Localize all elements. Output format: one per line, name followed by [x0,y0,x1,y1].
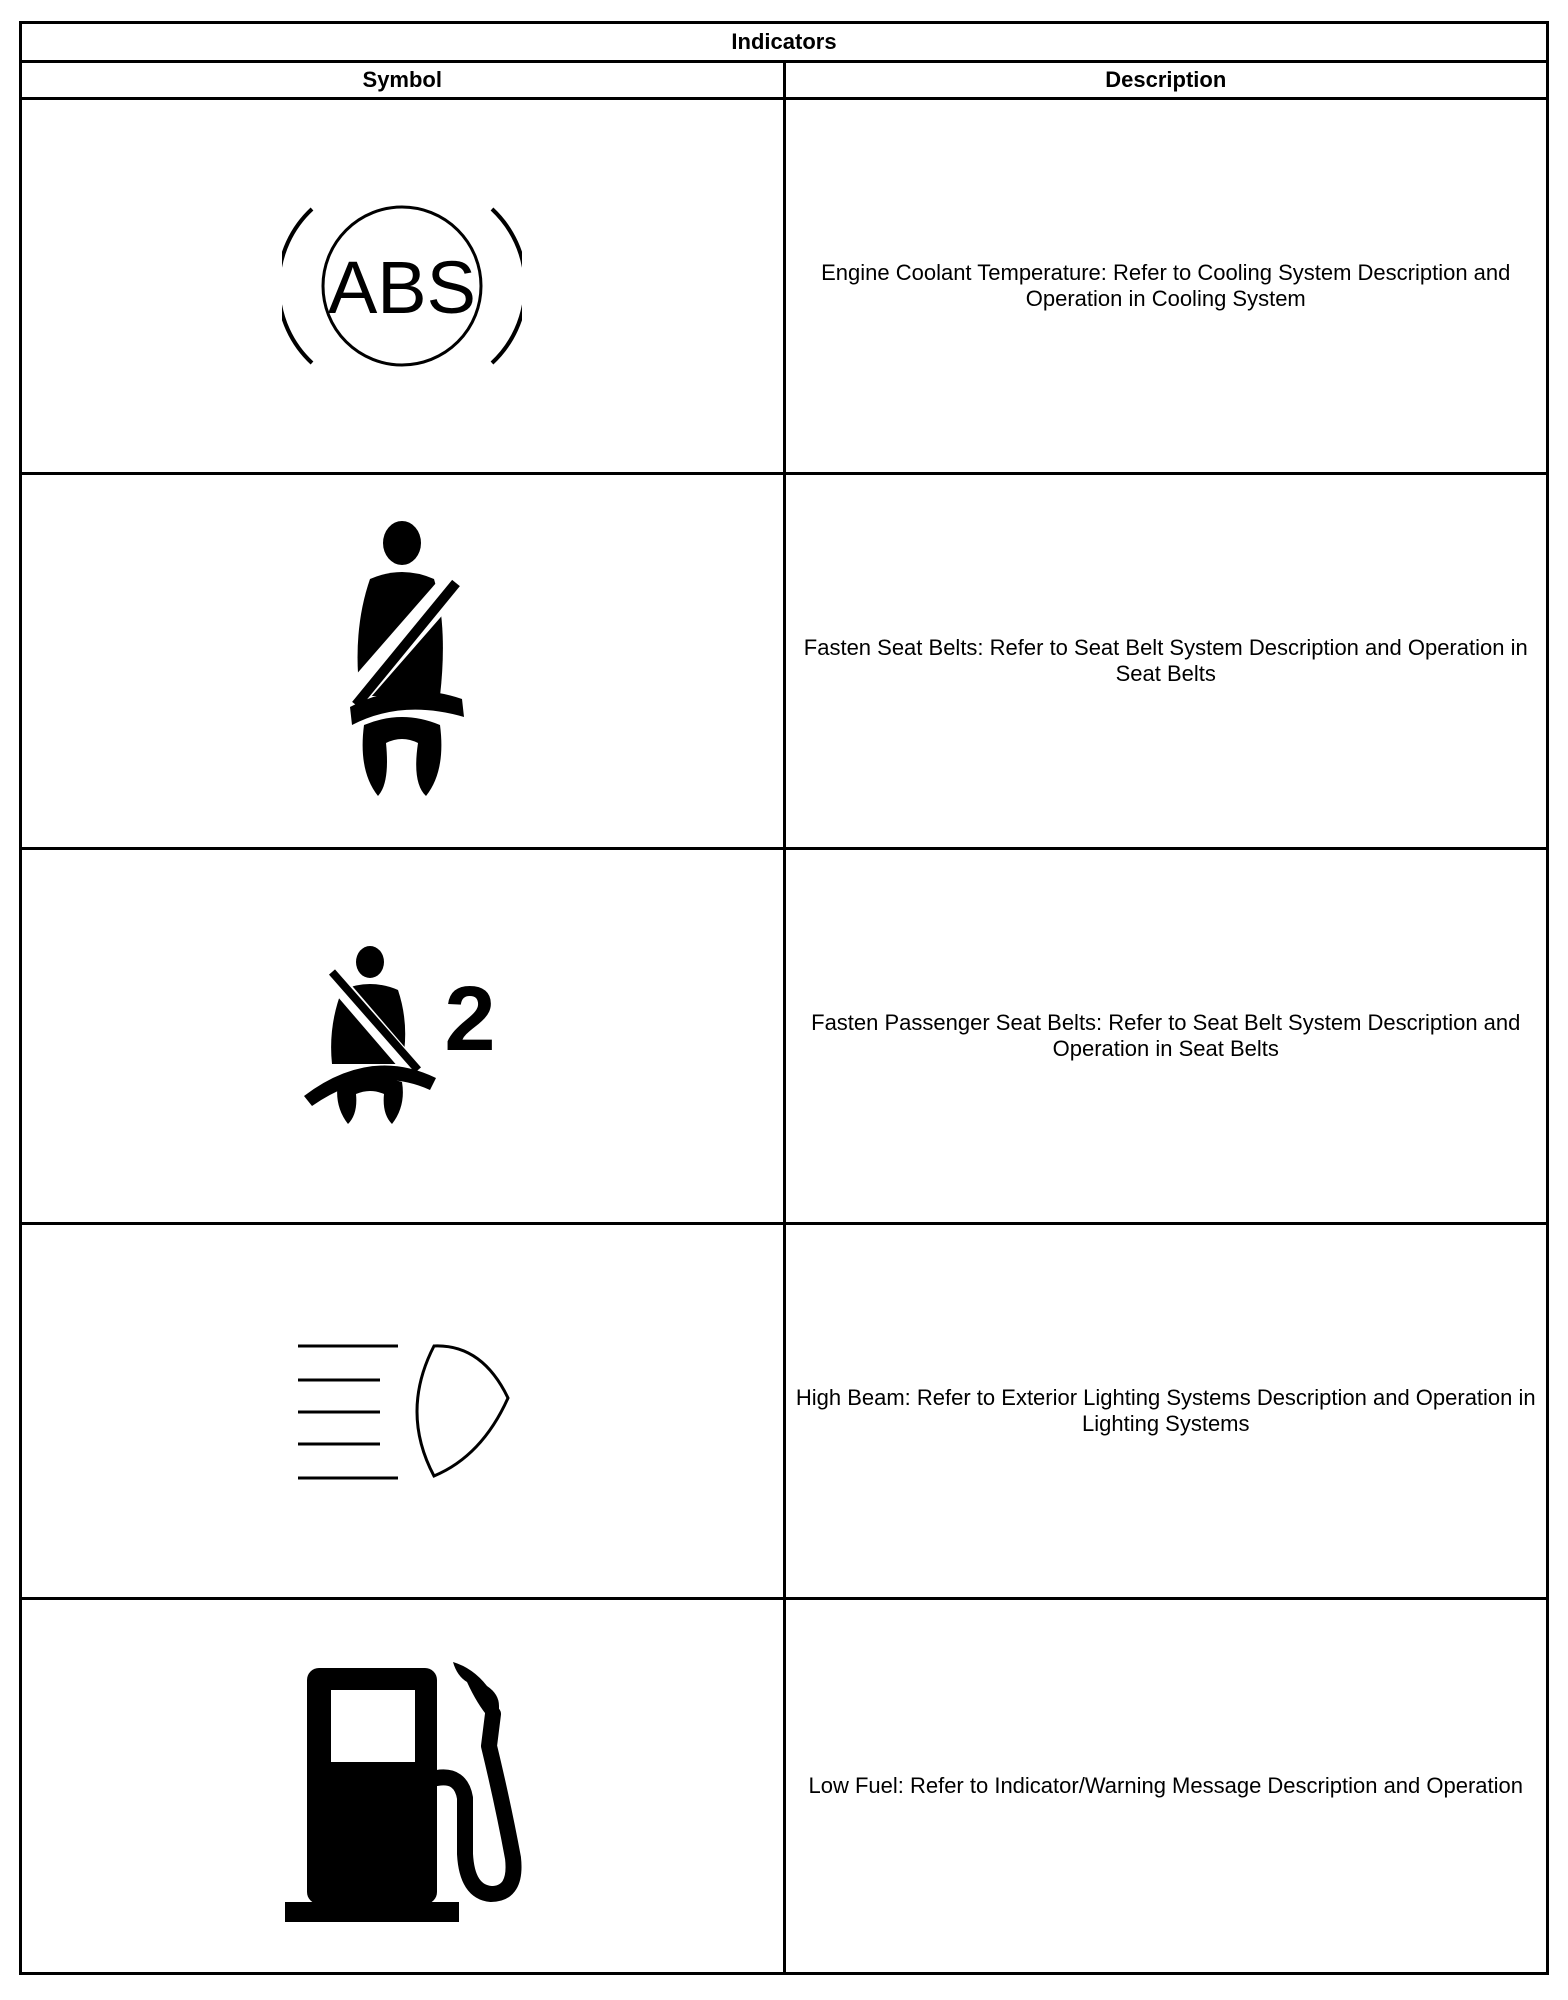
description-column-header: Description [784,62,1548,99]
table-row [21,1224,1548,1599]
passenger-seat-belt-icon [292,946,512,1126]
description-cell: High Beam: Refer to Exterior Lighting Systems Description and Operation in Lighting Systems [784,1224,1548,1599]
symbol-cell [21,1599,785,1974]
description-cell: Engine Coolant Temperature: Refer to Cooling System Description and Operation in Cooling System [784,99,1548,474]
symbol-cell [21,1224,785,1599]
passenger-number-text: 2 [444,968,496,1070]
high-beam-icon [282,1326,522,1496]
abs-icon-text: ABS [328,246,477,329]
table-row [21,99,1548,474]
abs-warning-icon [282,186,522,386]
symbol-column-header: Symbol [21,62,785,99]
table-row [21,1599,1548,1974]
symbol-cell [21,849,785,1224]
table-row [21,849,1548,1224]
symbol-cell [21,474,785,849]
indicators-table [19,21,1549,1975]
table-title: Indicators [21,23,1548,62]
table-row [21,474,1548,849]
low-fuel-icon [277,1646,527,1926]
description-cell: Fasten Seat Belts: Refer to Seat Belt System Description and Operation in Seat Belts [784,474,1548,849]
description-cell: Fasten Passenger Seat Belts: Refer to Seat Belt System Description and Operation in Seat Belts [784,849,1548,1224]
description-cell: Low Fuel: Refer to Indicator/Warning Message Description and Operation [784,1599,1548,1974]
seat-belt-icon [312,521,492,801]
symbol-cell [21,99,785,474]
